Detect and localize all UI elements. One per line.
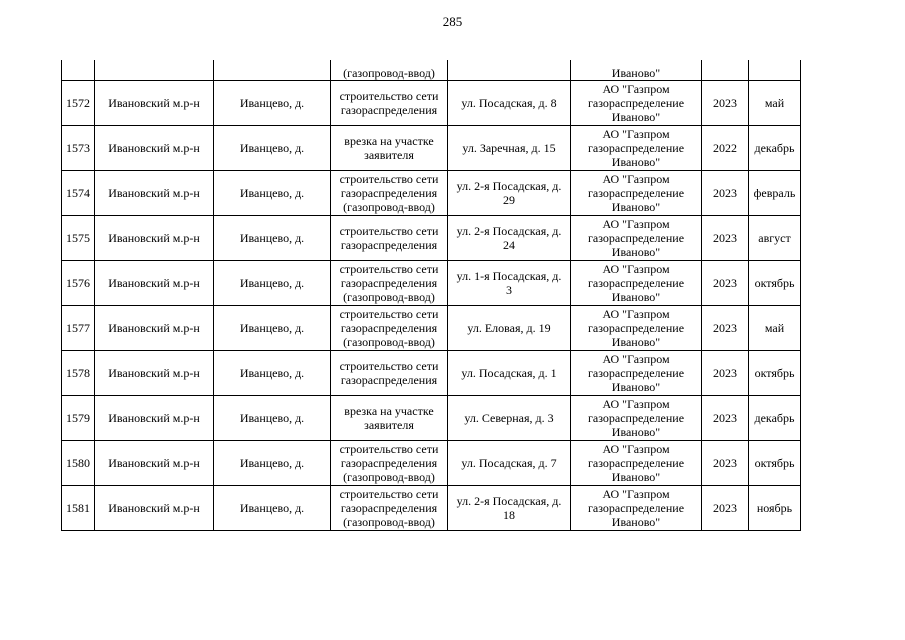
cell-year: 2023 bbox=[702, 441, 749, 486]
cell-place: Иванцево, д. bbox=[214, 486, 331, 531]
cell-address: ул. 2-я Посадская, д. 29 bbox=[448, 171, 571, 216]
cell-year: 2023 bbox=[702, 396, 749, 441]
cell-org: АО "Газпром газораспределение Иваново" bbox=[571, 441, 702, 486]
cell-org: АО "Газпром газораспределение Иваново" bbox=[571, 216, 702, 261]
cell-place: Иванцево, д. bbox=[214, 171, 331, 216]
table-row bbox=[62, 126, 801, 171]
cell-work: строительство сети газораспределения bbox=[331, 81, 448, 126]
cell-year: 2022 bbox=[702, 126, 749, 171]
cell-work: (газопровод-ввод) bbox=[331, 60, 448, 81]
cell-month: октябрь bbox=[749, 441, 801, 486]
cell-district: Ивановский м.р-н bbox=[95, 486, 214, 531]
table-row bbox=[62, 216, 801, 261]
cell-month: февраль bbox=[749, 171, 801, 216]
table-row bbox=[62, 261, 801, 306]
cell-district: Ивановский м.р-н bbox=[95, 396, 214, 441]
cell-work: строительство сети газораспределения (газопровод-ввод) bbox=[331, 261, 448, 306]
cell-num: 1577 bbox=[62, 306, 95, 351]
cell-district: Ивановский м.р-н bbox=[95, 441, 214, 486]
cell-address: ул. Посадская, д. 1 bbox=[448, 351, 571, 396]
cell-org: АО "Газпром газораспределение Иваново" bbox=[571, 396, 702, 441]
cell-place: Иванцево, д. bbox=[214, 441, 331, 486]
cell-org: АО "Газпром газораспределение Иваново" bbox=[571, 171, 702, 216]
cell-year bbox=[702, 60, 749, 81]
cell-num bbox=[62, 60, 95, 81]
cell-place: Иванцево, д. bbox=[214, 216, 331, 261]
cell-district: Ивановский м.р-н bbox=[95, 171, 214, 216]
cell-year: 2023 bbox=[702, 216, 749, 261]
table-row bbox=[62, 396, 801, 441]
cell-address bbox=[448, 60, 571, 81]
cell-address: ул. 1-я Посадская, д. 3 bbox=[448, 261, 571, 306]
cell-place: Иванцево, д. bbox=[214, 306, 331, 351]
cell-num: 1581 bbox=[62, 486, 95, 531]
cell-district bbox=[95, 60, 214, 81]
cell-num: 1576 bbox=[62, 261, 95, 306]
cell-org: АО "Газпром газораспределение Иваново" bbox=[571, 486, 702, 531]
cell-place: Иванцево, д. bbox=[214, 396, 331, 441]
cell-org: АО "Газпром газораспределение Иваново" bbox=[571, 81, 702, 126]
cell-address: ул. Посадская, д. 7 bbox=[448, 441, 571, 486]
cell-month: октябрь bbox=[749, 351, 801, 396]
cell-work: строительство сети газораспределения (газопровод-ввод) bbox=[331, 441, 448, 486]
cell-org: АО "Газпром газораспределение Иваново" bbox=[571, 261, 702, 306]
cell-month: ноябрь bbox=[749, 486, 801, 531]
cell-district: Ивановский м.р-н bbox=[95, 81, 214, 126]
cell-work: врезка на участке заявителя bbox=[331, 396, 448, 441]
cell-place: Иванцево, д. bbox=[214, 351, 331, 396]
cell-num: 1573 bbox=[62, 126, 95, 171]
cell-address: ул. 2-я Посадская, д. 24 bbox=[448, 216, 571, 261]
cell-month: май bbox=[749, 306, 801, 351]
cell-district: Ивановский м.р-н bbox=[95, 306, 214, 351]
cell-address: ул. 2-я Посадская, д. 18 bbox=[448, 486, 571, 531]
cell-year: 2023 bbox=[702, 351, 749, 396]
cell-org: АО "Газпром газораспределение Иваново" bbox=[571, 126, 702, 171]
cell-month: декабрь bbox=[749, 396, 801, 441]
cell-work: врезка на участке заявителя bbox=[331, 126, 448, 171]
cell-work: строительство сети газораспределения (газопровод-ввод) bbox=[331, 306, 448, 351]
cell-month: декабрь bbox=[749, 126, 801, 171]
cell-place: Иванцево, д. bbox=[214, 126, 331, 171]
cell-address: ул. Посадская, д. 8 bbox=[448, 81, 571, 126]
table-row bbox=[62, 351, 801, 396]
cell-district: Ивановский м.р-н bbox=[95, 261, 214, 306]
cell-year: 2023 bbox=[702, 486, 749, 531]
cell-year: 2023 bbox=[702, 261, 749, 306]
cell-num: 1578 bbox=[62, 351, 95, 396]
table-row bbox=[62, 171, 801, 216]
cell-place bbox=[214, 60, 331, 81]
cell-work: строительство сети газораспределения bbox=[331, 351, 448, 396]
continuation-row bbox=[62, 60, 801, 81]
cell-work: строительство сети газораспределения (газопровод-ввод) bbox=[331, 486, 448, 531]
cell-district: Ивановский м.р-н bbox=[95, 126, 214, 171]
cell-year: 2023 bbox=[702, 306, 749, 351]
page-number: 285 bbox=[442, 14, 463, 29]
cell-district: Ивановский м.р-н bbox=[95, 351, 214, 396]
table-row bbox=[62, 486, 801, 531]
cell-district: Ивановский м.р-н bbox=[95, 216, 214, 261]
cell-num: 1575 bbox=[62, 216, 95, 261]
cell-address: ул. Северная, д. 3 bbox=[448, 396, 571, 441]
cell-org: АО "Газпром газораспределение Иваново" bbox=[571, 306, 702, 351]
cell-org: Иваново" bbox=[571, 60, 702, 81]
cell-address: ул. Заречная, д. 15 bbox=[448, 126, 571, 171]
cell-num: 1574 bbox=[62, 171, 95, 216]
table-row bbox=[62, 81, 801, 126]
cell-num: 1579 bbox=[62, 396, 95, 441]
cell-work: строительство сети газораспределения (газопровод-ввод) bbox=[331, 171, 448, 216]
cell-num: 1572 bbox=[62, 81, 95, 126]
cell-org: АО "Газпром газораспределение Иваново" bbox=[571, 351, 702, 396]
cell-month: май bbox=[749, 81, 801, 126]
cell-month: октябрь bbox=[749, 261, 801, 306]
cell-place: Иванцево, д. bbox=[214, 261, 331, 306]
cell-work: строительство сети газораспределения bbox=[331, 216, 448, 261]
cell-year: 2023 bbox=[702, 81, 749, 126]
cell-year: 2023 bbox=[702, 171, 749, 216]
table-row bbox=[62, 306, 801, 351]
cell-place: Иванцево, д. bbox=[214, 81, 331, 126]
gasification-table bbox=[61, 60, 801, 531]
cell-address: ул. Еловая, д. 19 bbox=[448, 306, 571, 351]
cell-month: август bbox=[749, 216, 801, 261]
table-row bbox=[62, 441, 801, 486]
cell-num: 1580 bbox=[62, 441, 95, 486]
cell-month bbox=[749, 60, 801, 81]
